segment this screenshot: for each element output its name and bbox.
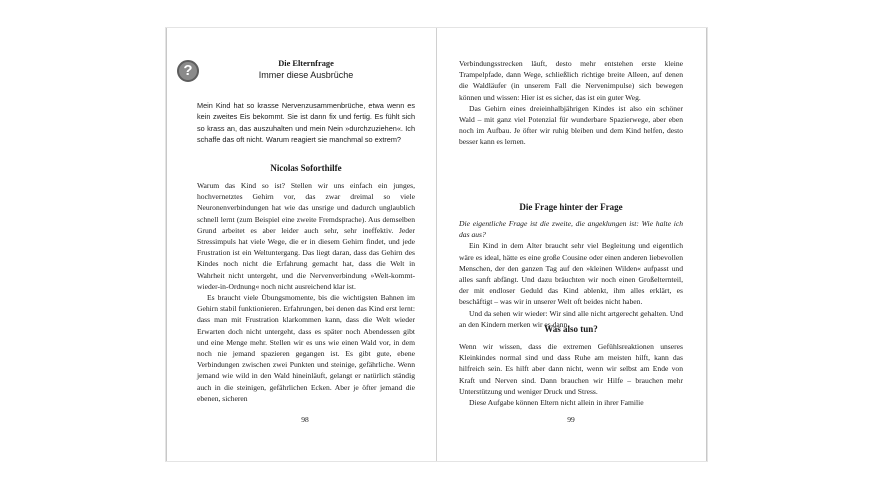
question-mark-icon: ? — [177, 60, 199, 82]
italic-question: Die eigentliche Frage ist die zweite, die angeklungen ist: Wie halte ich das aus? — [459, 219, 683, 240]
section-heading: Was also tun? — [544, 324, 598, 334]
header-title: Die Elternfrage — [278, 59, 334, 68]
right-page — [437, 28, 706, 461]
right-body-top — [459, 58, 683, 148]
header-subtitle: Immer diese Ausbrüche — [258, 70, 354, 80]
paragraph: Ein Kind in dem Alter braucht sehr viel Begleitung und eigentlich wäre es ideal, hätte es eine große Cousine oder einen anderen liebevollen Menschen, der den ganzen Tag auf den »kleinen Wilden« aufpasst und alles sanft abfängt. Und dazu bräuchten wir noch einen Großelternteil, der mit endloser Geduld das Kind ablenkt, ihm alles erklärt, es beschäftigt – was wir in unserer Welt oft beides nicht haben. — [459, 241, 683, 307]
paragraph: Es braucht viele Übungsmomente, bis die wichtigsten Bahnen im Gehirn stabil funktionieren. Erfahrungen, bei denen das Kind erst lernt: dass man mit Frustration klarkommen kann, dass die Welt wieder Erwarten doch nicht untergeht, dass es später noch Abendessen gibt und eine Menge mehr. Stellen wir es uns wie einen Wald vor, in dem noch nie jemand spazieren gegangen ist. Es gibt gute, ebene Verbindungen zwischen zwei Punkten und steinige, gefährliche. Wenn jemand wie wild in den Wald hineinläuft, gelangt er natürlich ständig auch in die steinigen, gefährlichen Ecken. Aber je öfter jemand die ebenen, sicheren — [197, 293, 415, 403]
parent-question: Mein Kind hat so krasse Nervenzusammenbrüche, etwa wenn es kein zweites Eis bekommt. Sie ist dann fix und fertig. Es fühlt sich so krass an, das auszuhalten und mein Nein »durchzuziehen«. Ich schaffe das oft nicht. Warum reagiert sie manchmal so extrem? — [197, 101, 415, 144]
right-body-middle — [459, 218, 683, 330]
page-number: 98 — [301, 415, 309, 424]
paragraph: Wenn wir wissen, dass die extremen Gefühlsreaktionen unseres Kleinkindes normal sind und dass Ruhe am meisten hilft, kann das hilfreich sein. Es hilft aber dann nicht, wenn wir selbst am Ende von Kraft und Nerven sind. Dann brauchen wir Hilfe – brauchen mehr Unterstützung und weniger Druck und Stress. — [459, 342, 683, 396]
chapter-header — [197, 58, 415, 81]
paragraph: Verbindungsstrecken läuft, desto mehr entstehen erste kleine Trampelpfade, dann Wege, schließlich richtige breite Alleen, auf denen die Waldläufer (in unserem Fall die Nervenimpulse) sich bewegen können und wissen: Hier ist es sicher, das ist ein guter Weg. — [459, 59, 683, 102]
left-page — [167, 28, 437, 461]
paragraph: Das Gehirn eines dreieinhalbjährigen Kindes ist also ein schöner Wald – mit ganz viel Potenzial für wunderbare Spazierwege, aber eben noch im Aufbau. Je öfter wir ruhig bleiben und dem Kind helfen, desto besser kann es lernen. — [459, 103, 683, 147]
paragraph: Diese Aufgabe können Eltern nicht allein in ihrer Familie — [469, 398, 644, 408]
left-body — [197, 180, 415, 404]
section-heading: Die Frage hinter der Frage — [519, 202, 623, 212]
right-body-bottom — [459, 341, 683, 408]
book-spread — [166, 28, 707, 461]
paragraph: Und da sehen wir wieder: Wir sind alle nicht artgerecht gehalten. Und an den Kindern merken wir es dann. — [459, 308, 683, 329]
section-heading: Nicolas Soforthilfe — [270, 163, 342, 173]
paragraph: Warum das Kind so ist? Stellen wir uns einfach ein junges, hochvernetztes Gehirn vor, das zwar dreimal so viele Neuronenverbindungen hat wie das unsrige und dadurch unglaublich schnell lernt (zum Beispiel eine zweite Fremdsprache). Aus demselben Grund arbeitet es aber leider auch sehr, sehr ineffektiv. Jeder Stressimpuls hat viele Wege, die er in diesem Gehirn findet, und jede Frustration ist ein Weltuntergang. Das liegt daran, dass das Gehirn des Kindes noch nicht die Erfahrung gemacht hat, dass die Welt in Wahrheit nicht untergeht, und die Nervenverbindung »Welt-kommt-wieder-in-Ordnung« noch nicht ausreichend klar ist. — [197, 181, 415, 291]
page-number: 99 — [567, 415, 575, 424]
